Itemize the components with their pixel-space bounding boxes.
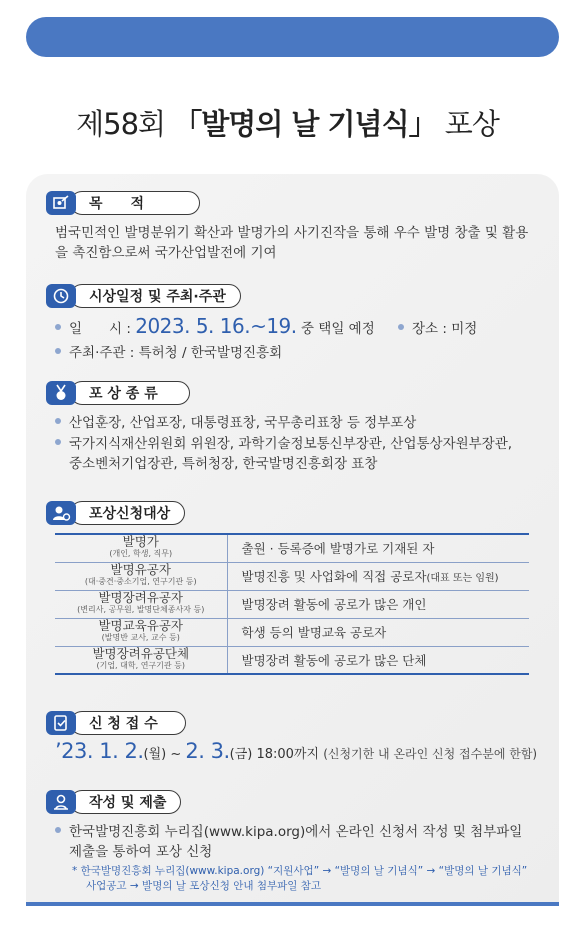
category-name: 발명가 xyxy=(122,534,159,550)
section-eligibility-header xyxy=(46,500,185,526)
section-award-types-label: 포 상 종 류 xyxy=(70,381,190,405)
purpose-text: 범국민적인 발명분위기 확산과 발명가의 사기진작을 통해 우수 발명 창출 및 활용을 촉진함으로써 국가산업발전에 기여 xyxy=(55,225,529,261)
award-line-3: 중소벤처기업장관, 특허청장, 한국발명진흥회장 표창 xyxy=(69,456,378,472)
bullet-dot xyxy=(398,324,404,330)
document-check-icon xyxy=(46,711,76,735)
date-suffix: 중 택일 예정 xyxy=(296,321,375,337)
medal-icon xyxy=(46,381,76,405)
submission-line-2: 제출을 통하여 포상 신청 xyxy=(69,844,213,860)
category-examples: (변리사, 공무원, 발명단체종사자 등) xyxy=(77,605,205,614)
description-text: 출원 · 등록증에 발명가로 기재된 자 xyxy=(241,541,435,557)
description-text: 발명장려 활동에 공로가 많은 개인 xyxy=(241,597,427,612)
section-application-header xyxy=(46,710,186,736)
section-submission-label: 작성 및 제출 xyxy=(70,790,181,814)
start-day: (월) xyxy=(143,747,167,762)
section-application-label: 신 청 접 수 xyxy=(70,711,186,735)
title-suffix: 포상 xyxy=(436,107,499,141)
top-banner-bar xyxy=(26,17,559,57)
submission-footnote-1: * 한국발명진흥회 누리집(www.kipa.org) “지원사업” → “발명의 날 기념식” → “발명의 날 기념식” xyxy=(72,865,528,877)
bullet-dot xyxy=(55,439,61,445)
submission-line-1 xyxy=(55,822,522,842)
end-time: 18:00까지 xyxy=(252,747,324,762)
title-prefix: 제58회 xyxy=(76,107,174,141)
place-text: 장소 : 미정 xyxy=(412,321,478,337)
category-examples: (기업, 대학, 연구기관 등) xyxy=(96,660,185,670)
eligibility-category xyxy=(55,646,227,674)
eligibility-category xyxy=(55,534,227,562)
user-add-icon xyxy=(46,501,76,525)
section-award-types-header xyxy=(46,380,190,406)
submission-line-1-text: 한국발명진흥회 누리집(www.kipa.org)에서 온라인 신청서 작성 및 첨부파일 xyxy=(69,824,523,840)
category-name: 발명교육유공자 xyxy=(98,618,184,633)
eligibility-category xyxy=(55,562,227,590)
award-line-2-text: 국가지식재산위원회 위원장, 과학기술정보통신부장관, 산업통상자원부장관, xyxy=(69,436,513,452)
start-date: ’23. 1. 2. xyxy=(55,739,144,763)
schedule-date xyxy=(55,316,375,339)
section-submission-header xyxy=(46,789,181,815)
eligibility-table xyxy=(55,533,529,675)
category-name: 발명장려유공자 xyxy=(98,590,184,605)
category-examples: (개인, 학생, 직무) xyxy=(109,549,173,559)
host-text: 주최·주관 : 특허청 / 한국발명진흥회 xyxy=(69,345,283,361)
target-icon xyxy=(46,191,76,215)
description-text: 학생 등의 발명교육 공로자 xyxy=(241,625,387,640)
eligibility-description xyxy=(227,646,529,674)
award-line-2 xyxy=(55,434,512,454)
category-examples: (발명반 교사, 교수 등) xyxy=(101,633,180,642)
eligibility-category xyxy=(55,618,227,646)
title-main: 「발명의 날 기념식」 xyxy=(173,107,437,141)
eligibility-category xyxy=(55,590,227,618)
schedule-host xyxy=(55,343,282,363)
deadline-note: (신청기한 내 온라인 신청 접수분에 한함) xyxy=(323,747,538,761)
section-schedule-header xyxy=(46,283,241,309)
category-name: 발명장려유공단체 xyxy=(92,645,190,661)
description-note: (대표 또는 임원) xyxy=(426,573,499,584)
clock-icon xyxy=(46,284,76,308)
submission-footnote-2: 사업공고 → 발명의 날 포상신청 안내 첨부파일 참고 xyxy=(86,880,322,892)
eligibility-description xyxy=(227,590,529,618)
category-examples: (대·중견·중소기업, 연구기관 등) xyxy=(84,577,197,586)
bullet-dot xyxy=(55,324,61,330)
description-text: 발명장려 활동에 공로가 많은 단체 xyxy=(241,652,427,668)
section-eligibility-label: 포상신청대상 xyxy=(70,501,185,525)
eligibility-description xyxy=(227,534,529,562)
section-purpose-label: 목 적 xyxy=(70,191,200,215)
eligibility-description xyxy=(227,618,529,646)
application-deadline xyxy=(55,739,537,763)
date-separator: ~ xyxy=(166,747,186,762)
section-purpose-header xyxy=(46,190,200,216)
bullet-dot xyxy=(55,827,61,833)
page-title xyxy=(0,102,575,143)
panel-bottom-rule xyxy=(26,902,559,906)
schedule-place xyxy=(398,319,477,339)
award-line-1 xyxy=(55,413,416,433)
bullet-dot xyxy=(55,418,61,424)
table-row xyxy=(55,534,529,562)
table-row xyxy=(55,590,529,618)
end-day: (금) xyxy=(229,747,253,762)
table-row xyxy=(55,562,529,590)
table-row xyxy=(55,646,529,674)
award-line-1-text: 산업훈장, 산업포장, 대통령표창, 국무총리표창 등 정부포상 xyxy=(69,415,417,431)
section-schedule-label: 시상일정 및 주최·주관 xyxy=(70,284,241,308)
date-label: 일 시 : xyxy=(69,321,136,337)
category-name: 발명유공자 xyxy=(110,562,171,577)
description-text: 발명진흥 및 사업화에 직접 공로자 xyxy=(241,569,427,584)
date-value: 2023. 5. 16.~19. xyxy=(135,314,297,338)
end-date: 2. 3. xyxy=(185,739,230,763)
person-icon xyxy=(46,790,76,814)
table-row xyxy=(55,618,529,646)
eligibility-description xyxy=(227,562,529,590)
bullet-dot xyxy=(55,348,61,354)
